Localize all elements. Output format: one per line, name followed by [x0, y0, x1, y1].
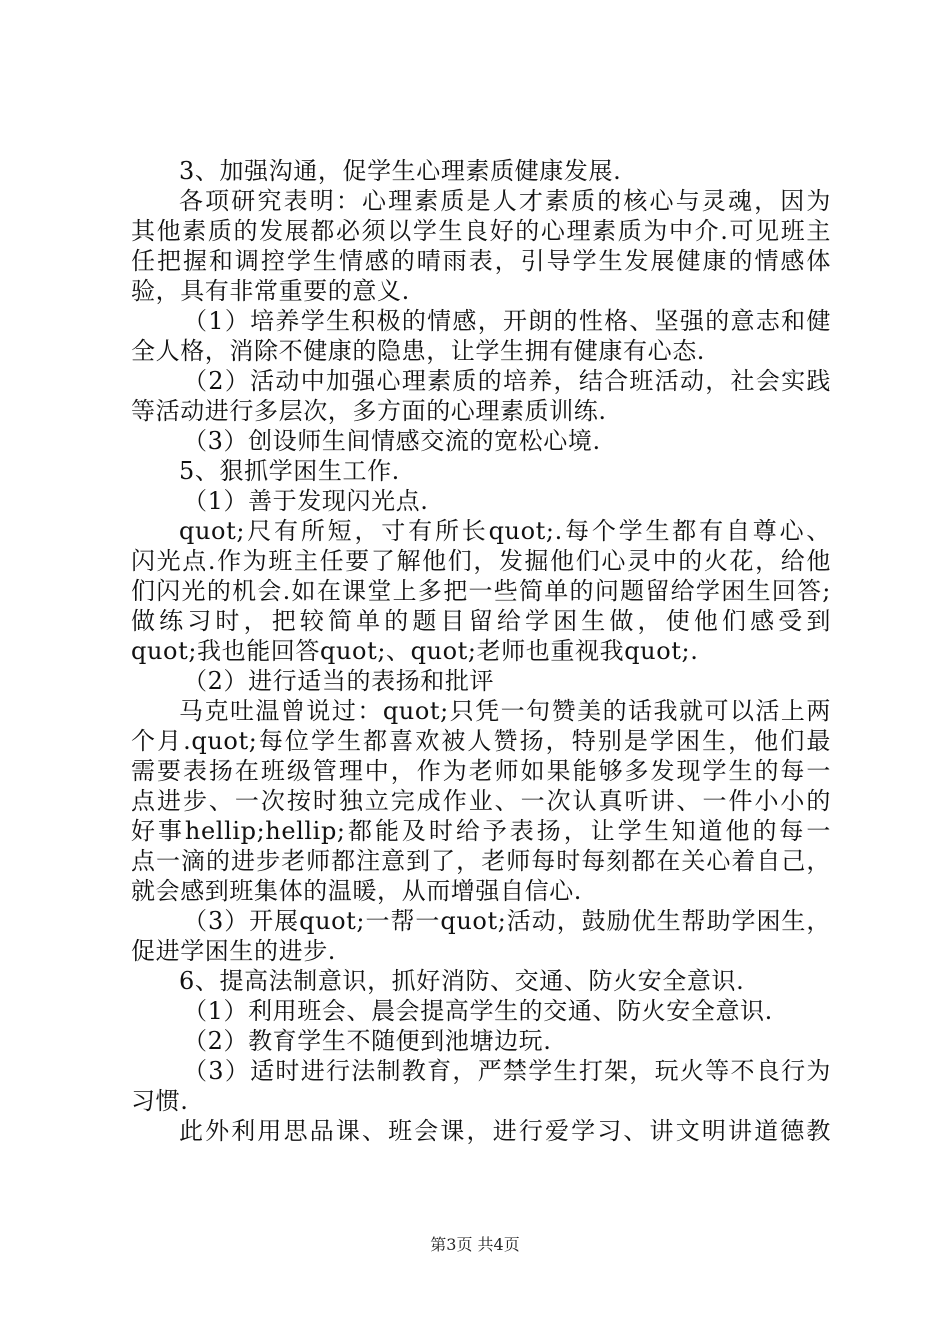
section-heading-5: 5、狠抓学困生工作. [179, 457, 400, 485]
paragraph-line: 马克吐温曾说过：quot;只凭一句赞美的话我就可以活上两 [179, 697, 831, 725]
list-item: （3）创设师生间情感交流的宽松心境. [183, 427, 601, 455]
paragraph-line: 习惯. [131, 1087, 189, 1115]
list-item: （1）善于发现闪光点. [183, 487, 429, 515]
paragraph-line: 任把握和调控学生情感的晴雨表，引导学生发展健康的情感体 [131, 247, 831, 275]
paragraph-line: 各项研究表明：心理素质是人才素质的核心与灵魂，因为 [179, 187, 831, 215]
list-item: （3）开展quot;一帮一quot;活动，鼓励优生帮助学困生， [183, 907, 831, 935]
list-item: （2）活动中加强心理素质的培养，结合班活动，社会实践 [183, 367, 831, 395]
list-item: （1）利用班会、晨会提高学生的交通、防火安全意识. [183, 997, 773, 1025]
section-heading-6: 6、提高法制意识，抓好消防、交通、防火安全意识. [179, 967, 745, 995]
paragraph-line: 点一滴的进步老师都注意到了，老师每时每刻都在关心着自己， [131, 847, 831, 875]
paragraph-line: 促进学困生的进步. [131, 937, 337, 965]
page-number-footer: 第3页 共4页 [430, 1235, 520, 1254]
paragraph-line: quot;我也能回答quot;、quot;老师也重视我quot;. [131, 637, 699, 665]
paragraph-line: 全人格，消除不健康的隐患，让学生拥有健康有心态. [131, 337, 706, 365]
paragraph-line: 就会感到班集体的温暖，从而增强自信心. [131, 877, 583, 905]
list-item: （2）进行适当的表扬和批评 [183, 667, 495, 695]
list-item: （1）培养学生积极的情感，开朗的性格、坚强的意志和健 [183, 307, 831, 335]
list-item: （2）教育学生不随便到池塘边玩. [183, 1027, 552, 1055]
paragraph-line: 做练习时，把较简单的题目留给学困生做，使他们感受到 [131, 607, 831, 635]
section-heading-3: 3、加强沟通，促学生心理素质健康发展. [179, 157, 622, 185]
paragraph-line: 点进步、一次按时独立完成作业、一次认真听讲、一件小小的 [131, 787, 831, 815]
paragraph-line: 个月.quot;每位学生都喜欢被人赞扬，特别是学困生，他们最 [131, 727, 831, 755]
paragraph-line: 此外利用思品课、班会课，进行爱学习、讲文明讲道德教 [179, 1117, 831, 1145]
paragraph-line: 闪光点.作为班主任要了解他们，发掘他们心灵中的火花，给他 [131, 547, 831, 575]
list-item: （3）适时进行法制教育，严禁学生打架，玩火等不良行为 [183, 1057, 831, 1085]
paragraph-line: 好事hellip;hellip;都能及时给予表扬，让学生知道他的每一 [131, 817, 831, 845]
paragraph-line: 等活动进行多层次，多方面的心理素质训练. [131, 397, 607, 425]
paragraph-line: 们闪光的机会.如在课堂上多把一些简单的问题留给学困生回答; [131, 577, 831, 605]
document-body [131, 156, 831, 1146]
paragraph-line: 验，具有非常重要的意义. [131, 277, 410, 305]
paragraph-line: 其他素质的发展都必须以学生良好的心理素质为中介.可见班主 [131, 217, 831, 245]
paragraph-line: quot;尺有所短，寸有所长quot;.每个学生都有自尊心、 [179, 517, 831, 545]
paragraph-line: 需要表扬在班级管理中，作为老师如果能够多发现学生的每一 [131, 757, 831, 785]
